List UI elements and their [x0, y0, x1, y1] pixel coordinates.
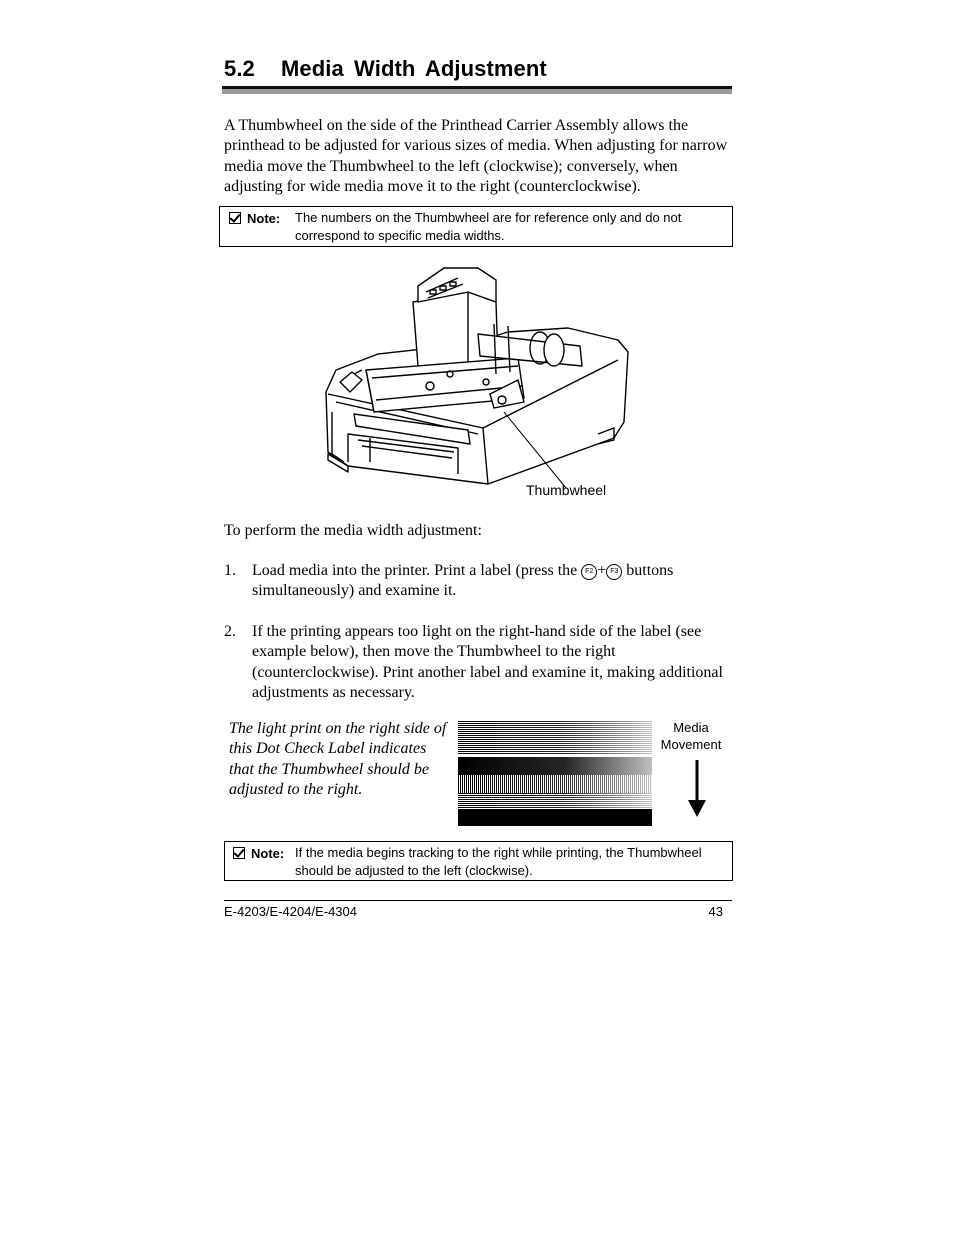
note-heading — [233, 845, 284, 863]
media-movement-label — [650, 719, 732, 753]
thumbwheel-callout: Thumbwheel — [526, 482, 607, 498]
note-label: Note: — [251, 846, 285, 861]
heading-rule — [222, 86, 732, 94]
down-arrow-icon — [685, 760, 709, 818]
dot-check-caption: The light print on the right side of this Dot Check Label indicates that the Thumbwheel should be adjusted to the right. — [229, 720, 447, 799]
note-text: If the media begins tracking to the right while printing, the Thumbwheel should be adjusted to the left (clockwise). — [295, 845, 702, 878]
media-label-line1: Media — [673, 720, 709, 735]
step-text-before: Load media into the printer. Print a label (press the — [252, 562, 578, 579]
media-label-line2: Movement — [660, 737, 722, 752]
note-text: The numbers on the Thumbwheel are for reference only and do not correspond to specific media widths. — [295, 210, 682, 243]
checkbox-icon — [233, 847, 245, 859]
step-text — [252, 561, 730, 602]
note-box — [219, 206, 733, 247]
f3-key-icon: F3 — [606, 564, 622, 580]
procedure-intro: To perform the media width adjustment: — [224, 522, 482, 539]
f2-key-icon: F2 — [581, 564, 597, 580]
page-number: 43 — [708, 904, 723, 919]
note-label: Note: — [247, 211, 281, 226]
note-heading — [229, 210, 280, 228]
step-text-after: buttons simultaneously) and examine it. — [252, 562, 674, 600]
footer-models: E-4203/E-4204/E-4304 — [224, 904, 357, 919]
step-text: If the printing appears too light on the right-hand side of the label (see example below), then move the Thumbwheel to the right (counterclockwise). Print another label and examine it, making additional adjustments as necessary. — [252, 623, 723, 702]
dot-check-label-image — [458, 721, 652, 826]
section-title: Media Width Adjustment — [281, 56, 547, 81]
note-box — [224, 841, 733, 881]
step-number: 1. — [224, 562, 236, 579]
section-number: 5.2 — [224, 56, 255, 81]
checkbox-icon — [229, 212, 241, 224]
intro-paragraph: A Thumbwheel on the side of the Printhead Carrier Assembly allows the printhead to be adjusted for various sizes of media. When adjusting for narrow media move the Thumbwheel to the left (clockwise); conversely, when adjusting for wide media move it to the right (counterclockwise). — [224, 117, 728, 196]
step-number: 2. — [224, 623, 236, 640]
section-heading — [224, 56, 547, 82]
plus-sign: + — [597, 562, 607, 579]
printer-illustration — [318, 262, 630, 502]
footer-rule — [224, 900, 732, 901]
